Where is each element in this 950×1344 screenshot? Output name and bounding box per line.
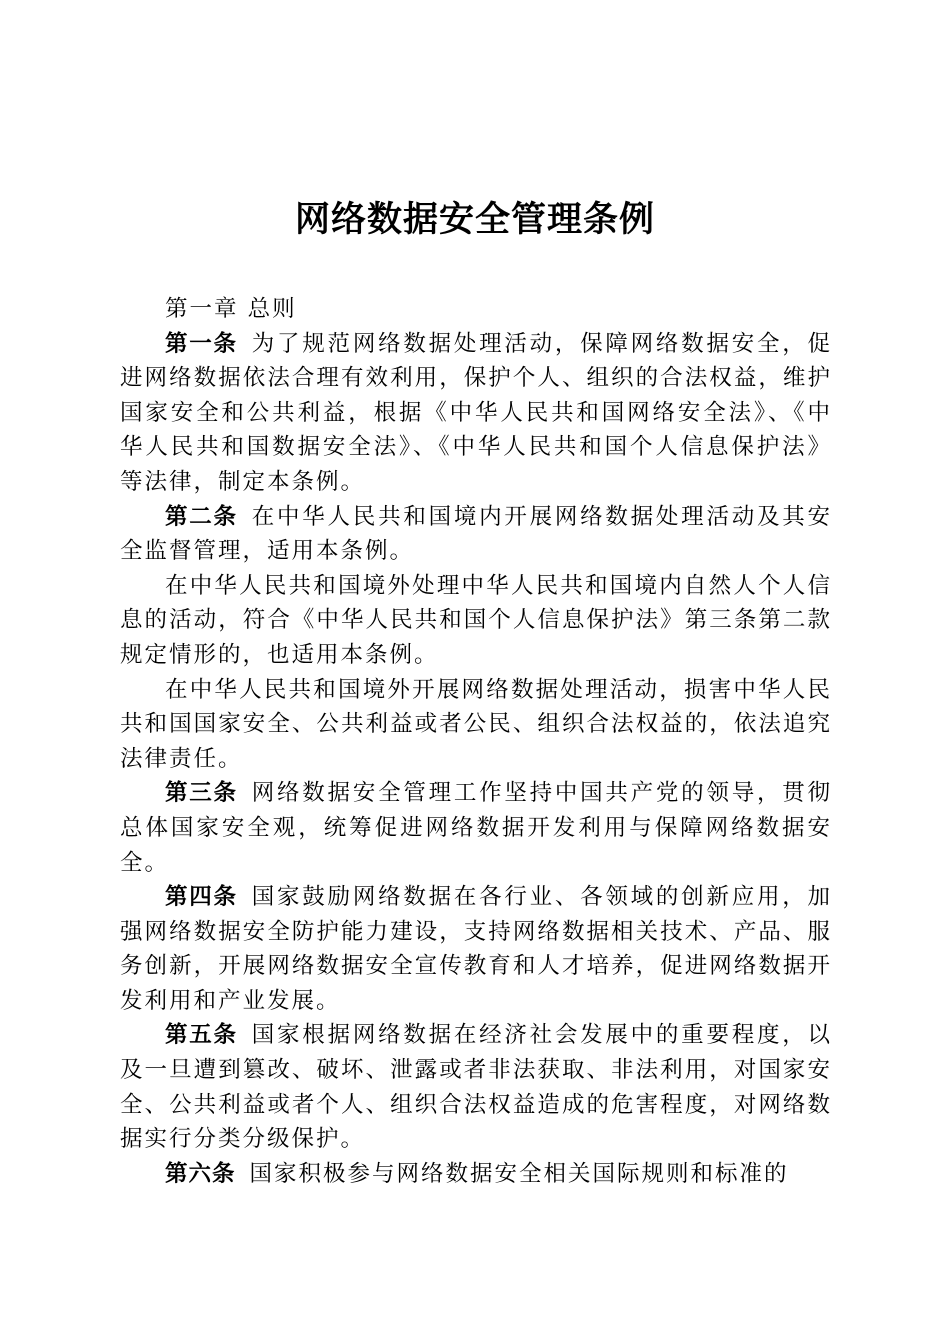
article-3-text: 网络数据安全管理工作坚持中国共产党的领导，贯彻总体国家安全观，统筹促进网络数据开发利用与保障网络数据安全。	[120, 780, 832, 876]
article-4-text: 国家鼓励网络数据在各行业、各领域的创新应用，加强网络数据安全防护能力建设，支持网络数据相关技术、产品、服务创新，开展网络数据安全宣传教育和人才培养，促进网络数据开发利用和产业发展。	[120, 884, 832, 1014]
article-1-label: 第一条	[165, 330, 238, 357]
article-2-paragraph-3: 在中华人民共和国境外开展网络数据处理活动，损害中华人民共和国国家安全、公共利益或者公民、组织合法权益的，依法追究法律责任。	[120, 676, 832, 772]
article-4-label: 第四条	[165, 884, 238, 911]
article-5-text: 国家根据网络数据在经济社会发展中的重要程度，以及一旦遭到篡改、破坏、泄露或者非法获取、非法利用，对国家安全、公共利益或者个人、组织合法权益造成的危害程度，对网络数据实行分类分级保护。	[120, 1022, 832, 1153]
article-1-paragraph-1	[120, 327, 832, 500]
article-4-paragraph-1	[120, 880, 832, 1018]
article-2-paragraph-1	[120, 500, 832, 569]
article-2-paragraph-2: 在中华人民共和国境外处理中华人民共和国境内自然人个人信息的活动，符合《中华人民共和国个人信息保护法》第三条第二款规定情形的，也适用本条例。	[120, 572, 832, 668]
article-6-label: 第六条	[165, 1160, 236, 1187]
article-6-paragraph-1	[120, 1157, 832, 1192]
article-1-text: 为了规范网络数据处理活动，保障网络数据安全，促进网络数据依法合理有效利用，保护个人、组织的合法权益，维护国家安全和公共利益，根据《中华人民共和国网络安全法》、《中华人民共和国数据安全法》、《中华人民共和国个人信息保护法》等法律，制定本条例。	[120, 330, 832, 495]
article-6-text: 国家积极参与网络数据安全相关国际规则和标准的	[249, 1160, 789, 1187]
article-2-text-1: 在中华人民共和国境内开展网络数据处理活动及其安全监督管理，适用本条例。	[120, 503, 832, 565]
document-title: 网络数据安全管理条例	[294, 199, 655, 240]
article-3-label: 第三条	[165, 780, 238, 807]
document-body	[120, 292, 832, 1191]
article-3-paragraph-1	[120, 776, 832, 880]
article-2-label: 第二条	[165, 503, 238, 530]
article-5-paragraph-1	[120, 1018, 832, 1156]
article-5-label: 第五条	[165, 1022, 238, 1049]
chapter-heading: 第一章 总则	[165, 296, 297, 322]
